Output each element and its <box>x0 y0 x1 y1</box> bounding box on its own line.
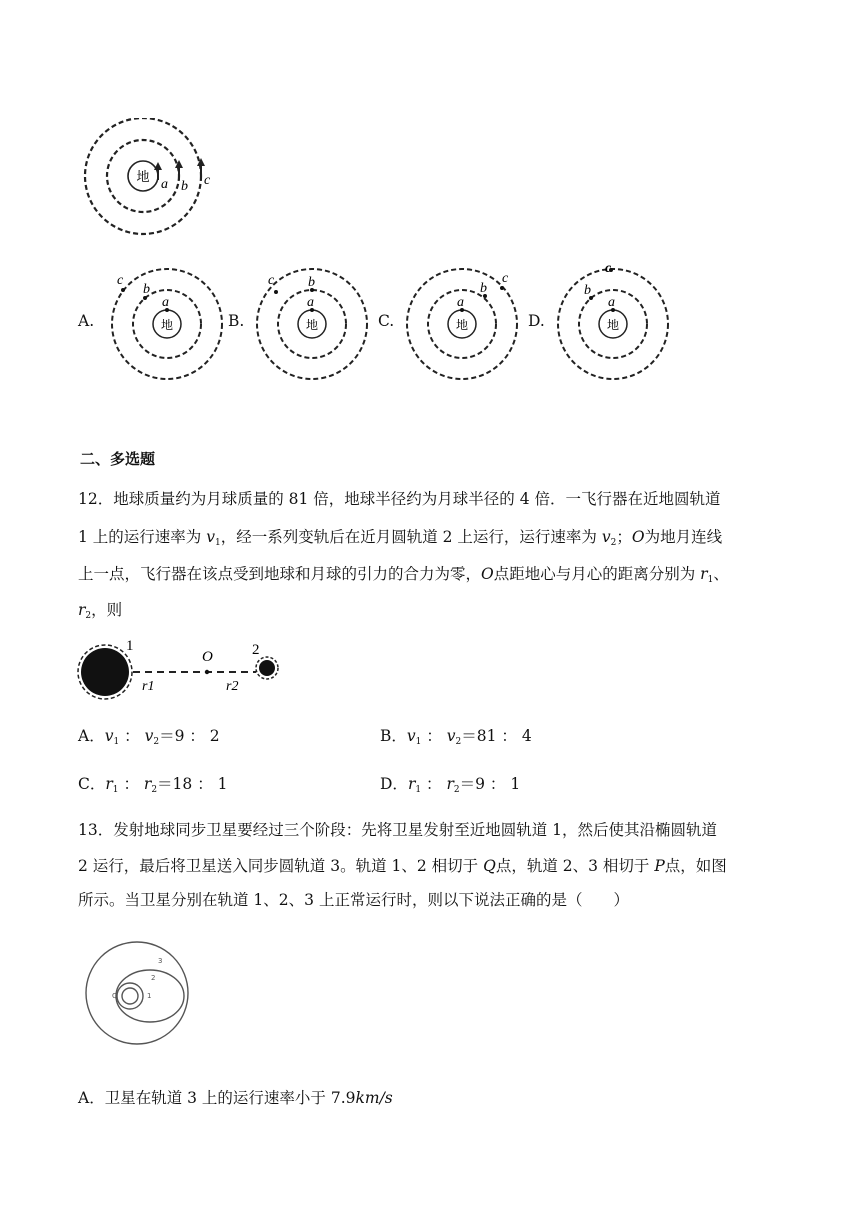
top-orbit-figure <box>80 118 230 236</box>
svg-text:a: a <box>307 295 314 310</box>
q12-line2: 1 上的运行速率为 $v_1$，经一系列变轨后在近月圆轨道 2 上运行，运行速率为 $v_2$；O为地月连线 <box>78 528 723 548</box>
svg-text:b: b <box>480 281 487 296</box>
option-c-figure[interactable] <box>402 268 522 382</box>
svg-text:c: c <box>605 262 612 276</box>
option-c-label[interactable]: C. <box>378 312 395 330</box>
earth-label: 地 <box>136 170 150 185</box>
label-b: b <box>181 179 188 194</box>
q12-option-a[interactable]: A．$v_1$ ： $v_2=9$ ： 2 <box>78 727 220 747</box>
svg-text:地: 地 <box>160 318 174 332</box>
q12-line1: 12．地球质量约为月球质量的 81 倍，地球半径约为月球半径的 4 倍．一飞行器在近地圆轨道 <box>78 490 721 508</box>
svg-text:地: 地 <box>305 318 319 332</box>
q12-option-c[interactable]: C．$r_1$ ： $r_2=18$ ： 1 <box>78 775 228 795</box>
svg-text:b: b <box>308 275 315 290</box>
earth-moon-figure <box>76 636 286 702</box>
orbit-transfer-figure <box>84 940 192 1046</box>
svg-text:b: b <box>143 282 150 297</box>
q12-option-d[interactable]: D．$r_1$ ： $r_2=9$ ： 1 <box>380 775 521 795</box>
svg-text:地: 地 <box>455 318 469 332</box>
section-title: 二、多选题 <box>80 450 156 468</box>
option-a-label[interactable]: A. <box>78 312 95 330</box>
svg-text:2: 2 <box>151 974 156 982</box>
svg-text:b: b <box>584 283 591 298</box>
label-c: c <box>204 173 211 188</box>
option-d-label[interactable]: D. <box>528 312 545 330</box>
svg-text:a: a <box>162 295 169 310</box>
option-a-figure[interactable] <box>105 268 225 382</box>
svg-text:O: O <box>202 649 213 665</box>
q12-line3: 上一点，飞行器在该点受到地球和月球的引力的合力为零，O点距地心与月心的距离分别为 $r_1$、 <box>78 565 729 585</box>
svg-text:1: 1 <box>126 638 134 654</box>
svg-text:2: 2 <box>252 642 260 658</box>
svg-text:Q: Q <box>112 992 118 1000</box>
svg-text:c: c <box>117 273 124 288</box>
label-a: a <box>161 177 168 192</box>
option-b-label[interactable]: B. <box>228 312 245 330</box>
option-b-figure[interactable] <box>252 268 372 382</box>
svg-text:r2: r2 <box>226 679 239 694</box>
q13-line1: 13．发射地球同步卫星要经过三个阶段：先将卫星发射至近地圆轨道 1，然后使其沿椭圆轨道 <box>78 821 718 839</box>
svg-text:3: 3 <box>158 957 163 965</box>
q13-line3: 所示。当卫星分别在轨道 1、2、3 上正常运行时，则以下说法正确的是（ ） <box>78 891 629 909</box>
q13-option-a[interactable]: A．卫星在轨道 3 上的运行速率小于 7.9km/s <box>78 1089 393 1107</box>
svg-text:1: 1 <box>147 992 152 1000</box>
q12-option-b[interactable]: B．$v_1$ ： $v_2=81$ ： 4 <box>380 727 532 747</box>
q12-line4: $r_2$，则 <box>78 601 123 621</box>
svg-text:a: a <box>608 295 615 310</box>
svg-text:地: 地 <box>606 318 620 332</box>
option-d-figure[interactable] <box>553 262 675 382</box>
svg-text:c: c <box>268 273 275 288</box>
svg-text:a: a <box>457 295 464 310</box>
svg-text:c: c <box>502 271 509 286</box>
svg-text:r1: r1 <box>142 679 155 694</box>
q13-line2: 2 运行，最后将卫星送入同步圆轨道 3。轨道 1、2 相切于 Q点，轨道 2、3 相切于 P点，如图 <box>78 857 727 875</box>
